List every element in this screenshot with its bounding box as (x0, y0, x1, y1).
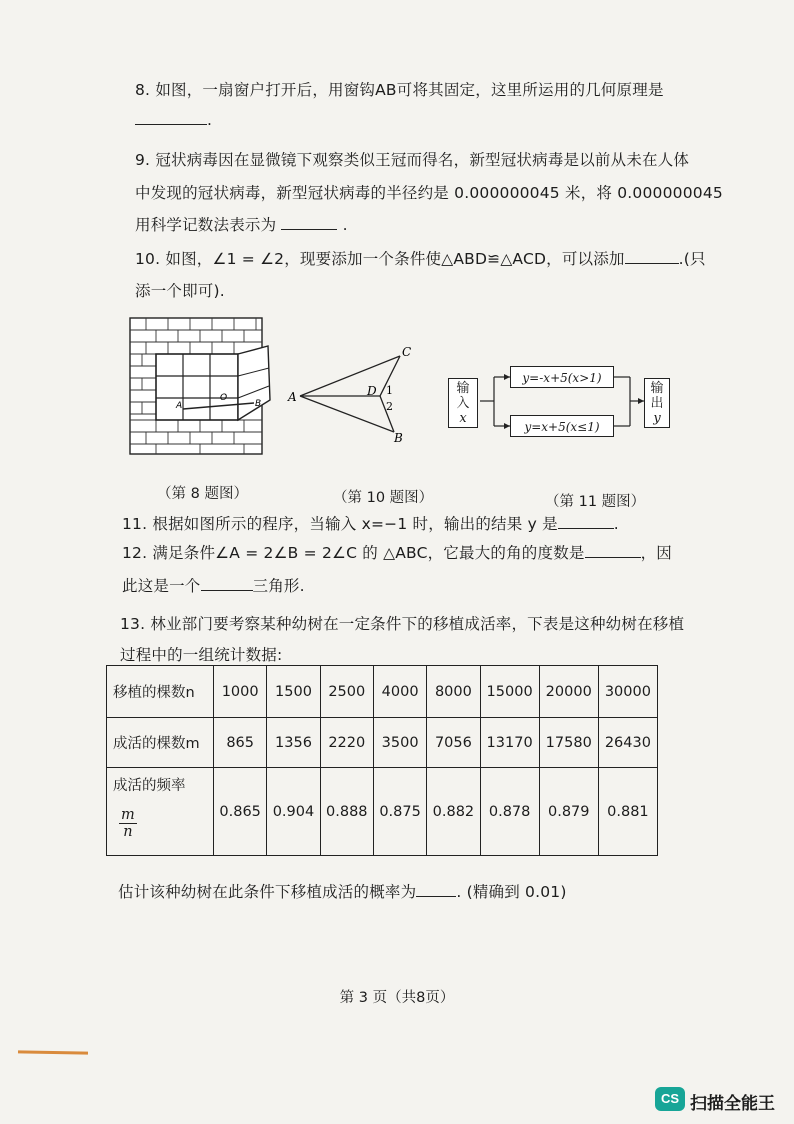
table-row-frequency (107, 768, 658, 856)
table-cell: 8000 (427, 666, 480, 718)
fig10-label-2: 2 (386, 400, 393, 413)
fig11-top-box: y=-x+5(x>1) (510, 366, 614, 388)
table-cell: 3500 (373, 718, 426, 768)
fig11-output-char1: 输 (650, 381, 664, 396)
q13-after-text: 估计该种幼树在此条件下移植成活的概率为 (118, 883, 417, 901)
q12-line2-start: 此这是一个 (122, 577, 201, 595)
q12-line2-end: 三角形. (252, 577, 305, 595)
table-cell: 13170 (480, 718, 539, 768)
q13-after-end: . (精确到 0.01) (456, 883, 567, 901)
q9-end: . (342, 216, 348, 234)
table-row-planted (107, 666, 658, 718)
fig11-input-char1: 输 (456, 381, 470, 396)
q12-line1 (122, 541, 672, 563)
q11-text: 11. 根据如图所示的程序，当输入 x=−1 时，输出的结果 y 是 (122, 515, 558, 533)
fig8-label-a: A (176, 401, 183, 411)
fig8-caption: （第 8 题图） (157, 486, 248, 502)
table-cell: 7056 (427, 718, 480, 768)
table-head-survived: 成活的棵数m (107, 718, 214, 768)
q10-line1 (135, 247, 706, 269)
q8-answer-line (135, 110, 212, 129)
q9-line2: 中发现的冠状病毒，新型冠状病毒的半径约是 0.000000045 米，将 0.000000045 (135, 184, 723, 202)
q10-line1-end: .(只 (678, 250, 706, 268)
q10-line1-text: 10. 如图，∠1 = ∠2，现要添加一个条件使△ABD≌△ACD，可以添加 (135, 250, 625, 268)
fig10-label-c: C (402, 345, 412, 359)
fig10-label-d: D (367, 384, 377, 398)
table-cell: 0.878 (480, 768, 539, 856)
fig10-label-b: B (394, 431, 403, 445)
q8-blank (135, 110, 207, 125)
q13-line2: 过程中的一组统计数据: (120, 646, 283, 664)
fig11-output-box (644, 378, 670, 428)
fig10-label-a: A (288, 390, 297, 404)
scan-mark (18, 1050, 88, 1054)
fig11-bottom-box: y=x+5(x≤1) (510, 415, 614, 437)
q10-line2: 添一个即可). (135, 282, 225, 300)
fig10-triangle-diagram (286, 340, 426, 448)
table-cell: 0.888 (320, 768, 373, 856)
q11-blank (558, 514, 614, 529)
q12-blank2 (201, 576, 253, 591)
table-cell: 2220 (320, 718, 373, 768)
fig11-input-var: x (459, 411, 467, 426)
fig10-caption: （第 10 题图） (333, 490, 434, 506)
q8-text (135, 78, 664, 100)
q9-line1: 9. 冠状病毒因在显微镜下观察类似王冠而得名，新型冠状病毒是以前从未在人体 (135, 151, 690, 169)
q13-line1: 13. 林业部门要考察某种幼树在一定条件下的移植成活率，下表是这种幼树在移植 (120, 615, 685, 633)
q12-blank1 (585, 543, 641, 558)
table-cell: 1356 (267, 718, 320, 768)
table-cell: 20000 (539, 666, 598, 718)
q8-line: 8. 如图，一扇窗户打开后，用窗钩AB可将其固定，这里所运用的几何原理是 (135, 81, 664, 99)
table-cell: 4000 (373, 666, 426, 718)
q11-line (122, 512, 619, 534)
table-head-frequency-label: 成活的频率 (113, 778, 186, 794)
fig11-input-char2: 入 (456, 396, 470, 411)
table-cell: 17580 (539, 718, 598, 768)
fig11-flowchart (448, 360, 670, 442)
table-cell: 1000 (214, 666, 267, 718)
q10-blank (625, 249, 679, 264)
fig8-label-o: O (220, 393, 228, 403)
table-cell: 0.904 (267, 768, 320, 856)
fig8-window-diagram (128, 316, 278, 456)
fig10-label-1: 1 (386, 384, 393, 397)
table-cell: 0.882 (427, 768, 480, 856)
table-cell: 865 (214, 718, 267, 768)
table-cell: 2500 (320, 666, 373, 718)
q12-line1-text: 12. 满足条件∠A = 2∠B = 2∠C 的 △ABC，它最大的角的度数是 (122, 544, 585, 562)
camscanner-watermark-text: 扫描全能王 (690, 1094, 775, 1114)
table-cell: 30000 (598, 666, 657, 718)
q11-end: . (613, 515, 619, 533)
q13-statistics-table (106, 665, 658, 856)
q13-answer-line (118, 880, 567, 902)
table-cell: 0.879 (539, 768, 598, 856)
table-cell: 15000 (480, 666, 539, 718)
fraction-m-over-n (119, 807, 137, 840)
q8-end: . (207, 111, 213, 129)
table-cell: 1500 (267, 666, 320, 718)
table-head-planted: 移植的棵数n (107, 666, 214, 718)
fig8-label-b: B (255, 399, 262, 409)
table-cell: 0.875 (373, 768, 426, 856)
fig11-output-char2: 出 (650, 396, 664, 411)
page-footer: 第 3 页（共8页） (339, 990, 455, 1006)
table-row-survived (107, 718, 658, 768)
q13-blank (416, 882, 456, 897)
fig11-input-box (448, 378, 478, 428)
table-cell: 0.881 (598, 768, 657, 856)
q12-line1-end: ，因 (640, 544, 672, 562)
fig11-caption: （第 11 题图） (545, 494, 646, 510)
fig11-output-var: y (653, 411, 661, 426)
table-cell: 0.865 (214, 768, 267, 856)
q12-line2 (122, 574, 305, 596)
camscanner-logo-icon: CS (655, 1087, 685, 1111)
table-head-frequency (107, 768, 214, 856)
fraction-numerator: m (121, 807, 135, 823)
table-cell: 26430 (598, 718, 657, 768)
q9-line3-text: 用科学记数法表示为 (135, 216, 277, 234)
q9-blank (281, 215, 337, 230)
fraction-denominator: n (123, 824, 133, 840)
q9-line3 (135, 213, 348, 235)
